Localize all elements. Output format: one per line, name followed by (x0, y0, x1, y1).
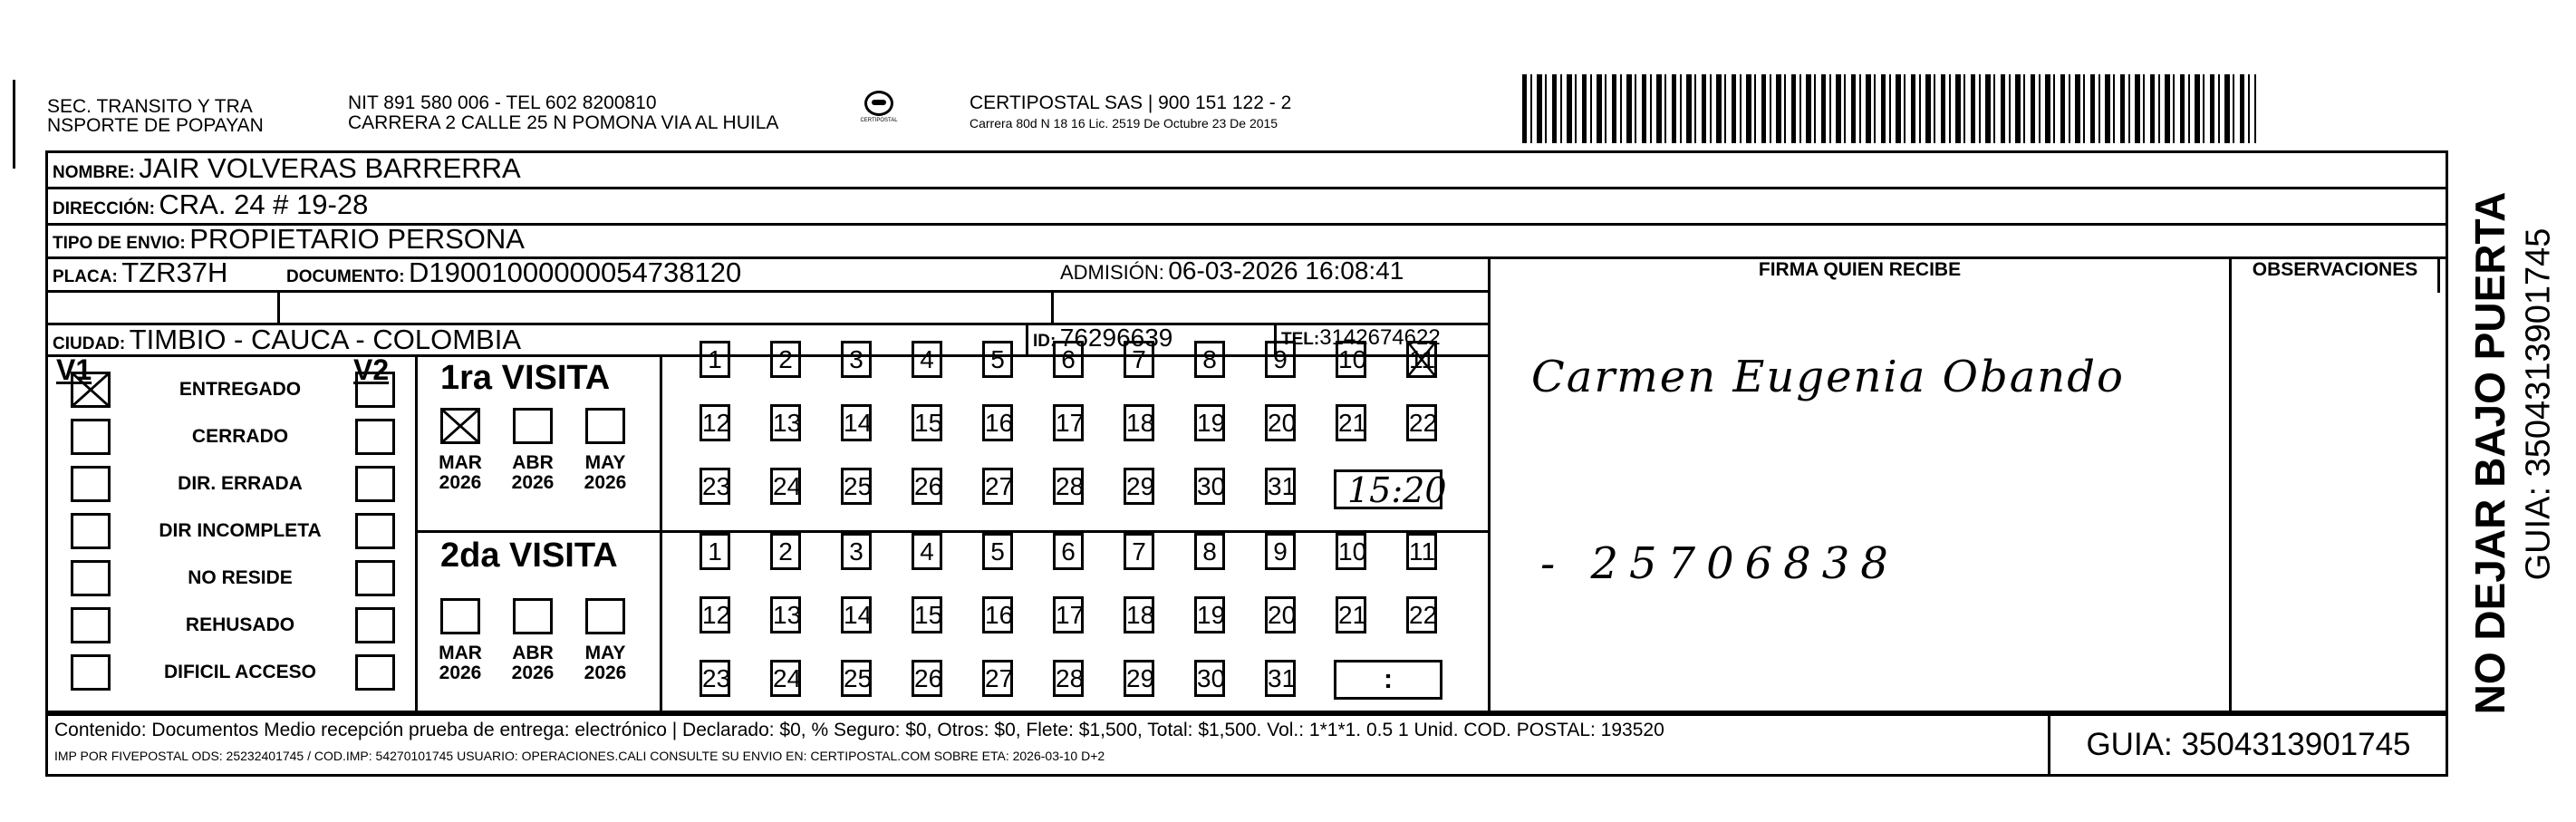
visit2-day-box[interactable] (699, 596, 730, 633)
v1-checkbox[interactable] (71, 607, 111, 643)
visit1-day-number: 11 (1409, 345, 1436, 373)
visit1-day-box[interactable] (1406, 404, 1437, 441)
visit2-day-number: 11 (1409, 537, 1436, 566)
visit2-day-number: 19 (1197, 601, 1226, 629)
visit1-day-box[interactable] (1406, 341, 1437, 378)
visit2-month-name: MAY (584, 643, 626, 663)
visit1-month-label (571, 453, 640, 493)
visit2-day-number: 1 (708, 537, 722, 566)
visit2-time-box[interactable] (1334, 660, 1442, 700)
visit2-day-box[interactable] (1406, 596, 1437, 633)
nit-line-2: CARRERA 2 CALLE 25 N POMONA VIA AL HUILA (348, 112, 779, 133)
direccion-value: CRA. 24 # 19-28 (159, 189, 369, 220)
direccion-row (53, 189, 368, 221)
placa-row (53, 256, 227, 289)
visit2-day-number: 25 (844, 664, 873, 692)
side-warning: NO DEJAR BAJO PUERTA (2466, 191, 2513, 715)
visit1-day-box[interactable] (1124, 468, 1154, 505)
visit2-day-box[interactable] (1336, 596, 1366, 633)
visit1-day-box[interactable] (1194, 341, 1225, 378)
visit2-month-year: 2026 (584, 662, 627, 683)
visit2-month-label (498, 643, 567, 683)
visit2-day-box[interactable] (912, 533, 942, 570)
footer-line-1: Contenido: Documentos Medio recepción prueba de entrega: electrónico | Declarado: $0, % Seguro: $0, Otros: $0, Flete: $1,500, Total: $1,500. Vol.: 1*1*1. 0.5 1 Unid. COD. POSTAL: 193520 (54, 720, 1664, 740)
visit1-day-box[interactable] (912, 404, 942, 441)
visit2-day-number: 15 (914, 601, 943, 629)
visit1-month-label (498, 453, 567, 493)
visit2-time: : (1384, 664, 1393, 694)
visit2-month-checkbox[interactable] (585, 598, 625, 634)
visit2-day-number: 14 (844, 601, 873, 629)
v1-checkbox[interactable] (71, 513, 111, 549)
visit2-day-box[interactable] (1053, 660, 1084, 697)
nombre-value: JAIR VOLVERAS BARRERRA (139, 152, 521, 184)
visit1-month-name: MAY (584, 452, 626, 473)
visit2-day-number: 26 (914, 664, 943, 692)
visit2-day-number: 7 (1132, 537, 1146, 566)
status-option-label: DIFICIL ACCESO (163, 662, 316, 682)
visit-divider (415, 530, 1490, 533)
visit2-day-box[interactable] (841, 596, 872, 633)
visit2-day-number: 2 (778, 537, 793, 566)
visit1-month-year: 2026 (511, 472, 555, 493)
visit2-day-number: 10 (1338, 537, 1367, 566)
visit2-day-number: 5 (990, 537, 1005, 566)
visit2-month-checkbox[interactable] (513, 598, 553, 634)
visit1-month-checkbox[interactable] (440, 408, 480, 444)
visit2-day-number: 9 (1273, 537, 1288, 566)
v1-checkbox[interactable] (71, 372, 111, 408)
observaciones-header: OBSERVACIONES (2252, 259, 2418, 280)
visit2-day-box[interactable] (1053, 596, 1084, 633)
visit2-day-number: 4 (920, 537, 934, 566)
tipo-envio-row (53, 223, 525, 256)
visit1-day-number: 24 (773, 472, 802, 500)
visit2-day-box[interactable] (1124, 660, 1154, 697)
visit2-month-name: MAR (439, 643, 482, 663)
visit1-month-name: MAR (439, 452, 482, 473)
visit1-day-number: 13 (773, 409, 802, 437)
id-value: 76296639 (1059, 324, 1173, 352)
visit1-day-number: 16 (985, 409, 1014, 437)
visit2-day-box[interactable] (1124, 596, 1154, 633)
row-divider (45, 290, 1488, 293)
tipo-envio-label: TIPO DE ENVIO: (53, 234, 186, 253)
visit1-day-box[interactable] (699, 341, 730, 378)
footer-line-2: IMP POR FIVEPOSTAL ODS: 25232401745 / COD.IMP: 54270101745 USUARIO: OPERACIONES.CALI CONSULTE SU ENVIO EN: CERTIPOSTAL.COM SOBRE ETA: 2026-03-10 D+2 (54, 749, 1105, 763)
visit1-day-box[interactable] (1336, 404, 1366, 441)
visit1-day-number: 12 (702, 409, 731, 437)
visit2-title: 2da VISITA (440, 537, 618, 575)
month-divider (660, 354, 662, 713)
visit1-day-number: 10 (1338, 345, 1367, 373)
visit2-day-number: 29 (1126, 664, 1155, 692)
visit1-day-box[interactable] (982, 341, 1013, 378)
documento-value: D19001000000054738120 (409, 256, 742, 288)
visit1-day-box[interactable] (912, 468, 942, 505)
visit1-month-year: 2026 (584, 472, 627, 493)
visit2-day-number: 28 (1056, 664, 1085, 692)
visit2-day-number: 22 (1409, 601, 1438, 629)
visit1-day-number: 5 (990, 345, 1005, 373)
tel-value: 3142674622 (1319, 325, 1441, 350)
visit1-day-number: 25 (844, 472, 873, 500)
visit2-day-box[interactable] (1265, 533, 1296, 570)
certipostal-logo (852, 91, 906, 131)
visit2-day-box[interactable] (841, 660, 872, 697)
admision-divider (1051, 290, 1054, 323)
ciudad-label: CIUDAD: (53, 334, 126, 353)
col-divider-firma (1488, 256, 1491, 713)
v2-checkbox[interactable] (355, 419, 395, 455)
status-option-label: NO RESIDE (188, 567, 293, 588)
visit1-month-label (426, 453, 495, 493)
visit1-day-number: 8 (1202, 345, 1217, 373)
visit1-day-box[interactable] (982, 404, 1013, 441)
visit2-month-year: 2026 (511, 662, 555, 683)
x-mark-icon (73, 374, 108, 405)
visit2-day-number: 20 (1268, 601, 1297, 629)
visit2-day-number: 18 (1126, 601, 1155, 629)
visit2-day-box[interactable] (912, 660, 942, 697)
visit2-day-number: 6 (1061, 537, 1076, 566)
visit1-day-box[interactable] (770, 468, 801, 505)
status-option-label: DIR. ERRADA (178, 473, 303, 494)
visit1-day-box[interactable] (770, 341, 801, 378)
visit1-month-checkbox[interactable] (585, 408, 625, 444)
sender-line-2: NSPORTE DE POPAYAN (47, 115, 264, 136)
visit1-day-number: 26 (914, 472, 943, 500)
visit2-month-label (571, 643, 640, 683)
v1-label: V1 (56, 353, 92, 386)
admision-row (1060, 256, 1404, 285)
nombre-row (53, 152, 521, 185)
visit1-day-box[interactable] (1336, 341, 1366, 378)
documento-label: DOCUMENTO: (286, 267, 405, 286)
visit1-day-number: 3 (849, 345, 863, 373)
visit2-day-box[interactable] (912, 596, 942, 633)
visit1-day-number: 21 (1338, 409, 1367, 437)
status-option-label: CERRADO (191, 426, 289, 447)
visit1-day-number: 4 (920, 345, 934, 373)
visit1-day-box[interactable] (1124, 341, 1154, 378)
visit1-day-number: 28 (1056, 472, 1085, 500)
visit1-day-number: 30 (1197, 472, 1226, 500)
placa-label: PLACA: (53, 267, 118, 286)
visit1-month-name: ABR (512, 452, 554, 473)
placa-value: TZR37H (121, 256, 228, 288)
admision-value: 06-03-2026 16:08:41 (1168, 256, 1404, 285)
visit1-day-number: 18 (1126, 409, 1155, 437)
footer-guia: GUIA: 3504313901745 (2086, 727, 2411, 762)
visit1-day-box[interactable] (1194, 468, 1225, 505)
v1-checkbox[interactable] (71, 560, 111, 596)
v1-checkbox[interactable] (71, 419, 111, 455)
visit2-day-box[interactable] (1194, 533, 1225, 570)
visit1-day-number: 14 (844, 409, 873, 437)
visit1-day-box[interactable] (1265, 468, 1296, 505)
v2-checkbox[interactable] (355, 513, 395, 549)
visit1-time: 15:20 (1347, 470, 1447, 510)
admision-label: ADMISIÓN: (1060, 261, 1164, 284)
visit2-month-label (426, 643, 495, 683)
visit2-day-box[interactable] (1194, 596, 1225, 633)
visit2-day-number: 27 (985, 664, 1014, 692)
visit2-day-number: 30 (1197, 664, 1226, 692)
visit2-day-number: 21 (1338, 601, 1367, 629)
v1-checkbox[interactable] (71, 466, 111, 502)
visit2-day-box[interactable] (699, 533, 730, 570)
v1-checkbox[interactable] (71, 654, 111, 691)
visit1-day-number: 22 (1409, 409, 1438, 437)
visit1-day-box[interactable] (1053, 468, 1084, 505)
status-option-label: DIR INCOMPLETA (159, 520, 322, 541)
col-divider-obs (2229, 256, 2232, 713)
visit1-day-number: 17 (1056, 409, 1085, 437)
x-mark-icon (443, 411, 478, 441)
firma-header: FIRMA QUIEN RECIBE (1758, 259, 1962, 280)
company-line-1: CERTIPOSTAL SAS | 900 151 122 - 2 (970, 92, 1292, 113)
id-divider (1026, 323, 1028, 355)
visit1-day-number: 19 (1197, 409, 1226, 437)
signature-name: Carmen Eugenia Obando (1531, 352, 2125, 402)
v2-checkbox[interactable] (355, 654, 395, 691)
visit2-day-box[interactable] (982, 660, 1013, 697)
visit2-day-number: 16 (985, 601, 1014, 629)
status-divider (415, 354, 418, 713)
sender-line-1: SEC. TRANSITO Y TRA (47, 96, 253, 117)
visit2-day-box[interactable] (1053, 533, 1084, 570)
visit2-month-name: ABR (512, 643, 554, 663)
documento-row (286, 256, 741, 289)
visit1-day-box[interactable] (770, 404, 801, 441)
visit1-day-number: 27 (985, 472, 1014, 500)
v2-checkbox[interactable] (355, 607, 395, 643)
visit2-day-box[interactable] (770, 660, 801, 697)
visit1-day-box[interactable] (1124, 404, 1154, 441)
v2-label: V2 (353, 353, 390, 386)
visit1-day-box[interactable] (1053, 341, 1084, 378)
visit1-day-box[interactable] (1265, 341, 1296, 378)
v2-checkbox[interactable] (355, 560, 395, 596)
visit1-day-number: 9 (1273, 345, 1288, 373)
visit1-day-box[interactable] (1265, 404, 1296, 441)
visit1-day-box[interactable] (699, 468, 730, 505)
side-guia: GUIA: 3504313901745 (2519, 227, 2558, 581)
visit2-day-box[interactable] (1265, 660, 1296, 697)
visit2-day-number: 13 (773, 601, 802, 629)
visit2-day-box[interactable] (982, 596, 1013, 633)
id-label: ID: (1033, 332, 1056, 351)
visit1-day-number: 2 (778, 345, 793, 373)
visit2-day-box[interactable] (770, 596, 801, 633)
visit2-day-box[interactable] (1194, 660, 1225, 697)
visit2-day-number: 3 (849, 537, 863, 566)
visit2-day-number: 8 (1202, 537, 1217, 566)
ciudad-value: TIMBIO - CAUCA - COLOMBIA (129, 324, 521, 355)
company-line-2: Carrera 80d N 18 16 Lic. 2519 De Octubre 23 De 2015 (970, 116, 1278, 131)
visit1-day-box[interactable] (982, 468, 1013, 505)
x-mark-icon (1409, 343, 1434, 375)
visit2-day-number: 17 (1056, 601, 1085, 629)
ciudad-row (53, 324, 521, 356)
visit2-month-year: 2026 (439, 662, 482, 683)
left-edge-mark (13, 80, 15, 169)
visit2-day-box[interactable] (1336, 533, 1366, 570)
visit1-title: 1ra VISITA (440, 359, 611, 397)
visit2-day-box[interactable] (1265, 596, 1296, 633)
visit1-day-number: 23 (702, 472, 731, 500)
row-divider (45, 187, 2448, 189)
visit1-day-box[interactable] (699, 404, 730, 441)
nit-line-1: NIT 891 580 006 - TEL 602 8200810 (348, 92, 657, 113)
visit2-day-box[interactable] (770, 533, 801, 570)
visit1-day-number: 31 (1268, 472, 1297, 500)
visit1-day-number: 1 (708, 345, 722, 373)
visit2-month-checkbox[interactable] (440, 598, 480, 634)
visit1-day-box[interactable] (841, 404, 872, 441)
status-option-label: REHUSADO (185, 614, 295, 635)
visit1-day-box[interactable] (1194, 404, 1225, 441)
visit1-day-number: 6 (1061, 345, 1076, 373)
tipo-envio-value: PROPIETARIO PERSONA (189, 223, 525, 255)
visit2-day-number: 12 (702, 601, 731, 629)
visit1-day-box[interactable] (841, 468, 872, 505)
placa-divider (277, 290, 280, 323)
visit1-month-checkbox[interactable] (513, 408, 553, 444)
obs-vertical-small (2437, 256, 2440, 293)
visit1-day-box[interactable] (912, 341, 942, 378)
visit1-day-number: 29 (1126, 472, 1155, 500)
visit1-day-box[interactable] (841, 341, 872, 378)
logo-text: CERTIPOSTAL (860, 118, 898, 123)
visit2-day-box[interactable] (982, 533, 1013, 570)
tel-label: TEL: (1281, 330, 1320, 349)
visit2-day-box[interactable] (1124, 533, 1154, 570)
visit2-day-box[interactable] (699, 660, 730, 697)
visit2-day-box[interactable] (1406, 533, 1437, 570)
visit1-month-year: 2026 (439, 472, 482, 493)
visit1-day-number: 20 (1268, 409, 1297, 437)
visit1-day-box[interactable] (1053, 404, 1084, 441)
v2-checkbox[interactable] (355, 466, 395, 502)
visit2-day-number: 23 (702, 664, 731, 692)
visit1-day-number: 15 (914, 409, 943, 437)
visit1-time-box[interactable] (1334, 469, 1447, 510)
nombre-label: NOMBRE: (53, 163, 135, 182)
v2-checkbox[interactable] (355, 372, 395, 408)
visit2-day-box[interactable] (841, 533, 872, 570)
visit1-day-number: 7 (1132, 345, 1146, 373)
barcode (1522, 74, 2256, 143)
status-option-label: ENTREGADO (178, 379, 302, 400)
direccion-label: DIRECCIÓN: (53, 199, 155, 218)
visit2-day-number: 31 (1268, 664, 1297, 692)
signature-document: - 25706838 (1540, 538, 1899, 589)
visit2-day-number: 24 (773, 664, 802, 692)
